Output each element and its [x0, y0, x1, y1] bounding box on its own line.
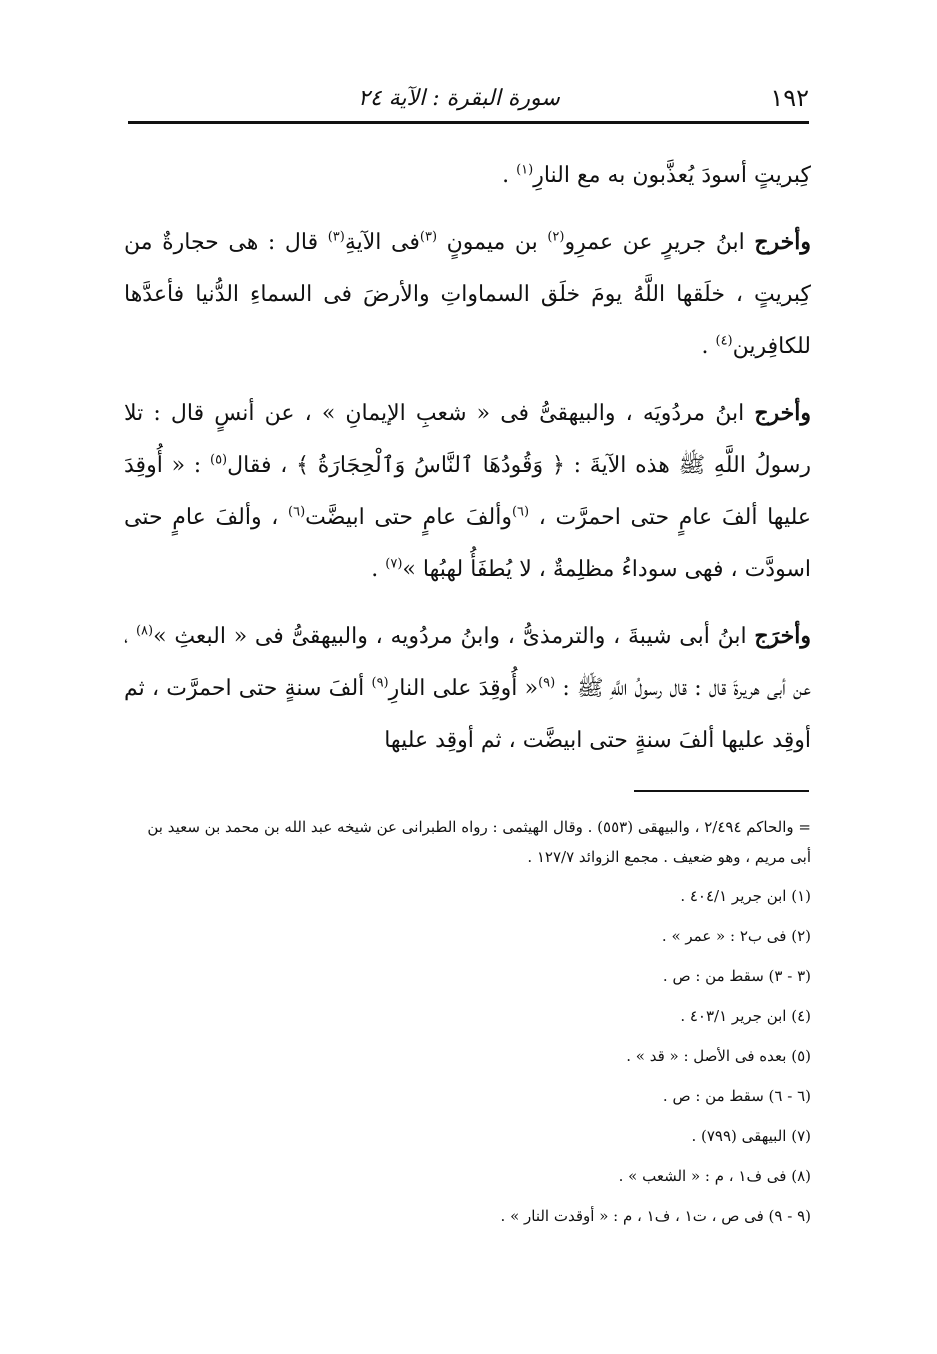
footnote-marker: (٩): [371, 675, 389, 691]
footnote-marker: (٣): [419, 229, 438, 245]
footnote-marker: (١): [516, 162, 534, 178]
footnote-marker: (٦): [288, 504, 306, 520]
paragraph-2: وأخرج ابنُ جريرٍ عن عمرِو$^{(٢)}$ بن ميمونٍ $^{(٣)}$فى الآيةِ$^{(٣)}$ قال : هى حجارةٌ من كِبريتٍ ، خلَقها اللَّهُ يومَ خلَق السماواتِ والأرضَ فى السماءِ الدُّنيا فأعدَّها للكافِرين$^{(٤)}$ .: [124, 229, 811, 359]
footnote-rule: [634, 790, 809, 792]
footnote-2: (٢) فى ب٢ : « عمر » .: [661, 927, 811, 945]
footnote-continuation: = والحاكم ٢/٤٩٤ ، والبيهقى (٥٥٣) . وقال الهيثمى : رواه الطبرانى عن شيخه عبد الله بن محمد بن سعيد بن أبى مريم ، وهو ضعيف . مجمع الزوائد ١٢٧/٧ .: [147, 818, 811, 866]
paragraph-3: وأخرج ابنُ مردُويَه ، والبيهقىُّ فى « شعبِ الإيمانِ » ، عن أنسٍ قال : تلا رسولُ اللَّهِ ﷺ هذه الآيةَ : ﴿ وَقُودُهَا ٱلنَّاسُ وَٱلْحِجَارَةُ ﴾ ، فقال$^{(٥)}$ : « أُوقِدَ عليها ألفَ عامٍ حتى احمرَّت ، $^{(٦)}$وألفَ عامٍ حتى ابيضَّت$^{(٦)}$ ، وألفَ عامٍ حتى اسودَّت ، فهى سوداءُ مظلِمةٌ ، لا يُطفَأُ لهبُها »$^{(٧)}$ .: [124, 400, 811, 582]
footnote-6: (٦ - ٦) سقط من : ص .: [662, 1087, 811, 1105]
footnote-9: (٩ - ٩) فى ص ، ت١ ، ف١ ، م : « أوقدت النار » .: [500, 1207, 811, 1225]
header-rule: [128, 121, 809, 124]
keyword-akhraja: وأخرَج: [754, 623, 811, 649]
page-number: ١٩٢: [770, 84, 809, 112]
keyword-akhraja: وأخرج: [754, 400, 811, 426]
footnote-marker: (٣): [327, 229, 345, 245]
footnotes: [124, 808, 811, 1236]
footnote-marker: (٦): [511, 504, 530, 520]
footnote-3: (٣ - ٣) سقط من : ص .: [662, 967, 811, 985]
running-title: سورة البقرة : الآية ٢٤: [358, 85, 560, 111]
main-text: [124, 150, 811, 781]
footnote-marker: (٧): [385, 556, 403, 572]
footnote-8: (٨) فى ف١ ، م : « الشعب » .: [618, 1167, 811, 1185]
footnote-1: (١) ابن جرير ٤٠٤/١ .: [680, 887, 811, 905]
footnote-4: (٤) ابن جرير ٤٠٣/١ .: [680, 1007, 811, 1025]
paragraph-4: وأخرَج ابنُ أبى شيبةَ ، والترمذىُّ ، وابنُ مردُويه ، والبيهقىُّ فى « البعثِ »$^{(٨)}$ ، عن أبى هريرةَ قال : قال رسولُ اللَّهِ ﷺ : $^{(٩)}$« أُوقِدَ على النارِ$^{(٩)}$ ألفَ سنةٍ حتى احمرَّت ، ثم أوقِد عليها ألفَ سنةٍ حتى ابيضَّت ، ثم أوقِد عليها: [124, 623, 811, 753]
page-header: [128, 78, 809, 118]
paragraph-1: كِبريتٍ أسودَ يُعذَّبون به مع النارِ$^{(١)}$ .: [502, 162, 811, 188]
footnote-marker: (٨): [135, 623, 154, 639]
footnote-7: (٧) البيهقى (٧٩٩) .: [691, 1127, 811, 1145]
footnote-marker: (٥): [209, 452, 228, 468]
keyword-akhraja: وأخرج: [754, 229, 811, 255]
footnote-marker: (٤): [715, 333, 733, 349]
footnote-marker: (٩): [538, 675, 556, 691]
footnote-5: (٥) بعده فى الأصل : « قد » .: [626, 1047, 811, 1065]
footnote-marker: (٢): [547, 229, 565, 245]
